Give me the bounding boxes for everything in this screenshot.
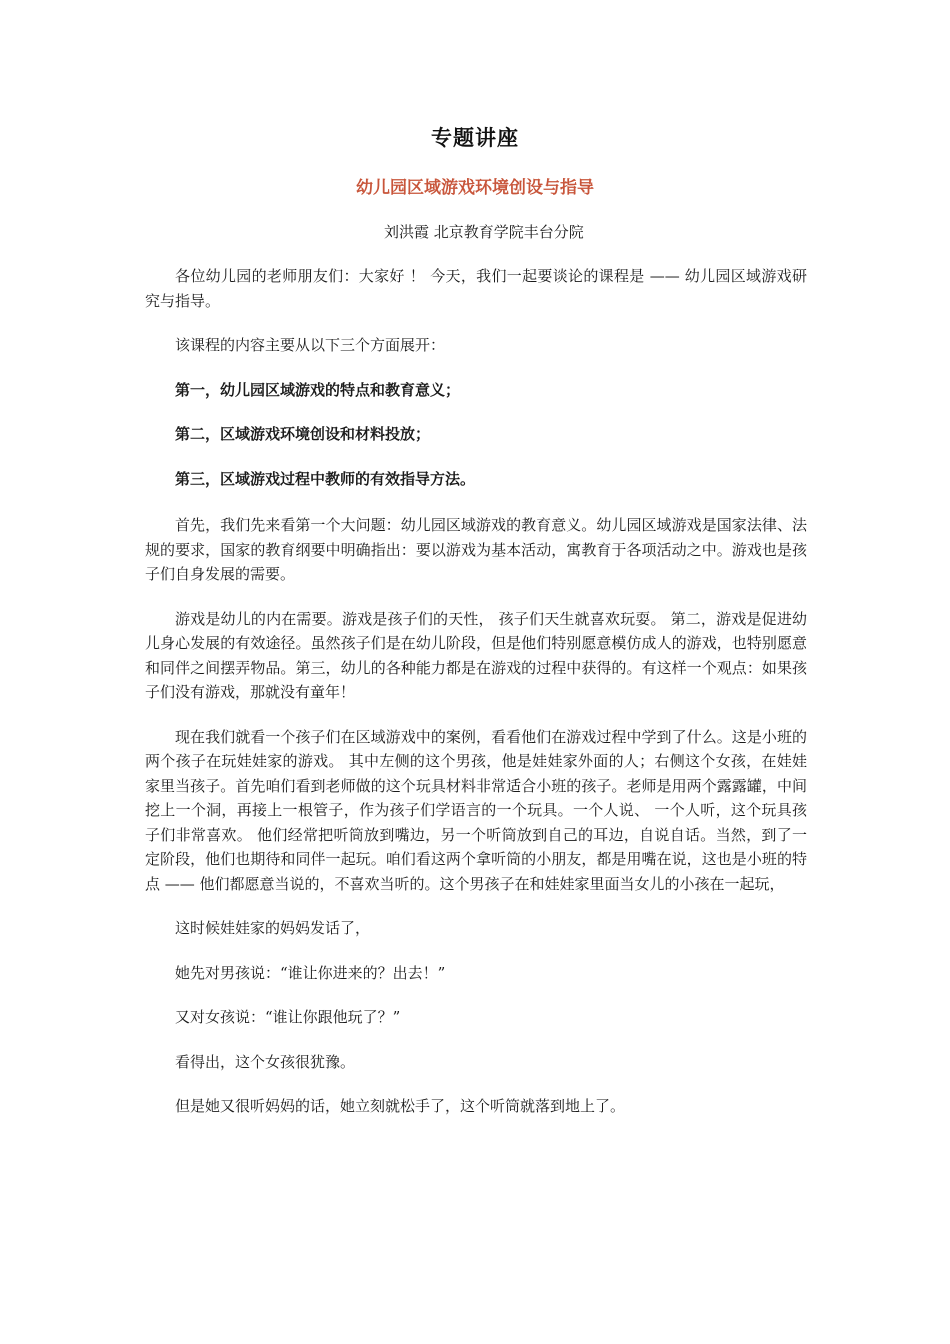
paragraph-dialogue-1: 这时候娃娃家的妈妈发话了， [175, 919, 371, 937]
paragraph-case-study: 现在我们就看一个孩子们在区域游戏中的案例，看看他们在游戏过程中学到了什么。这是小班的两个孩子在玩娃娃家的游戏。 其中左侧的这个男孩，他是娃娃家外面的人；右侧这个女孩，在娃娃家里当孩子。首先咱们看到老师做的这个玩具材料非常适合小班的孩子。老师是用两个露露罐，中间挖上一个洞，再接上一根管子，作为孩子们学语言的一个玩具。一个人说、 一个人听，这个玩具孩子们非常喜欢。 他们经常把听筒放到嘴边，另一个听筒放到自己的耳边，自说自话。当然，到了一定阶段，他们也期待和同伴一起玩。咱们看这两个拿听筒的小朋友，都是用嘴在说，这也是小班的特点 —— 他们都愿意当说的，不喜欢当听的。这个男孩子在和娃娃家里面当女儿的小孩在一起玩， [145, 727, 807, 893]
outline-item-3: 第三，区域游戏过程中教师的有效指导方法。 [175, 469, 476, 488]
page-title: 专题讲座 [431, 125, 519, 150]
author-line: 刘洪霞 北京教育学院丰台分院 [384, 223, 584, 241]
outline-item-1: 第一，幼儿园区域游戏的特点和教育意义； [175, 380, 461, 399]
paragraph-dialogue-3: 又对女孩说：“谁让你跟他玩了？” [175, 1008, 401, 1026]
paragraph-play-needs: 游戏是幼儿的内在需要。游戏是孩子们的天性， 孩子们天生就喜欢玩耍。 第二，游戏是促进幼儿身心发展的有效途径。虽然孩子们是在幼儿阶段，但是他们特别愿意模仿成人的游戏，也特别愿意和同伴之间摆弄物品。第三，幼儿的各种能力都是在游戏的过程中获得的。有这样一个观点：如果孩子们没有游戏，那就没有童年！ [145, 609, 807, 701]
page-subtitle: 幼儿园区域游戏环境创设与指导 [356, 178, 594, 198]
document-body [145, 264, 807, 1139]
paragraph-dialogue-5: 但是她又很听妈妈的话，她立刻就松手了，这个听筒就落到地上了。 [175, 1097, 626, 1115]
paragraph-dialogue-4: 看得出，这个女孩很犹豫。 [175, 1052, 356, 1071]
outline-item-2: 第二，区域游戏环境创设和材料投放； [175, 425, 431, 443]
paragraph-dialogue-2: 她先对男孩说：“谁让你进来的？出去！” [175, 963, 446, 982]
paragraph-greeting: 各位幼儿园的老师朋友们：大家好 ！ 今天，我们一起要谈论的课程是 —— 幼儿园区域游戏研究与指导。 [145, 267, 807, 310]
paragraph-outline-intro: 该课程的内容主要从以下三个方面展开： [175, 336, 446, 354]
paragraph-significance: 首先，我们先来看第一个大问题：幼儿园区域游戏的教育意义。幼儿园区域游戏是国家法律、法规的要求，国家的教育纲要中明确指出：要以游戏为基本活动，寓教育于各项活动之中。游戏也是孩子们自身发展的需要。 [145, 516, 807, 583]
